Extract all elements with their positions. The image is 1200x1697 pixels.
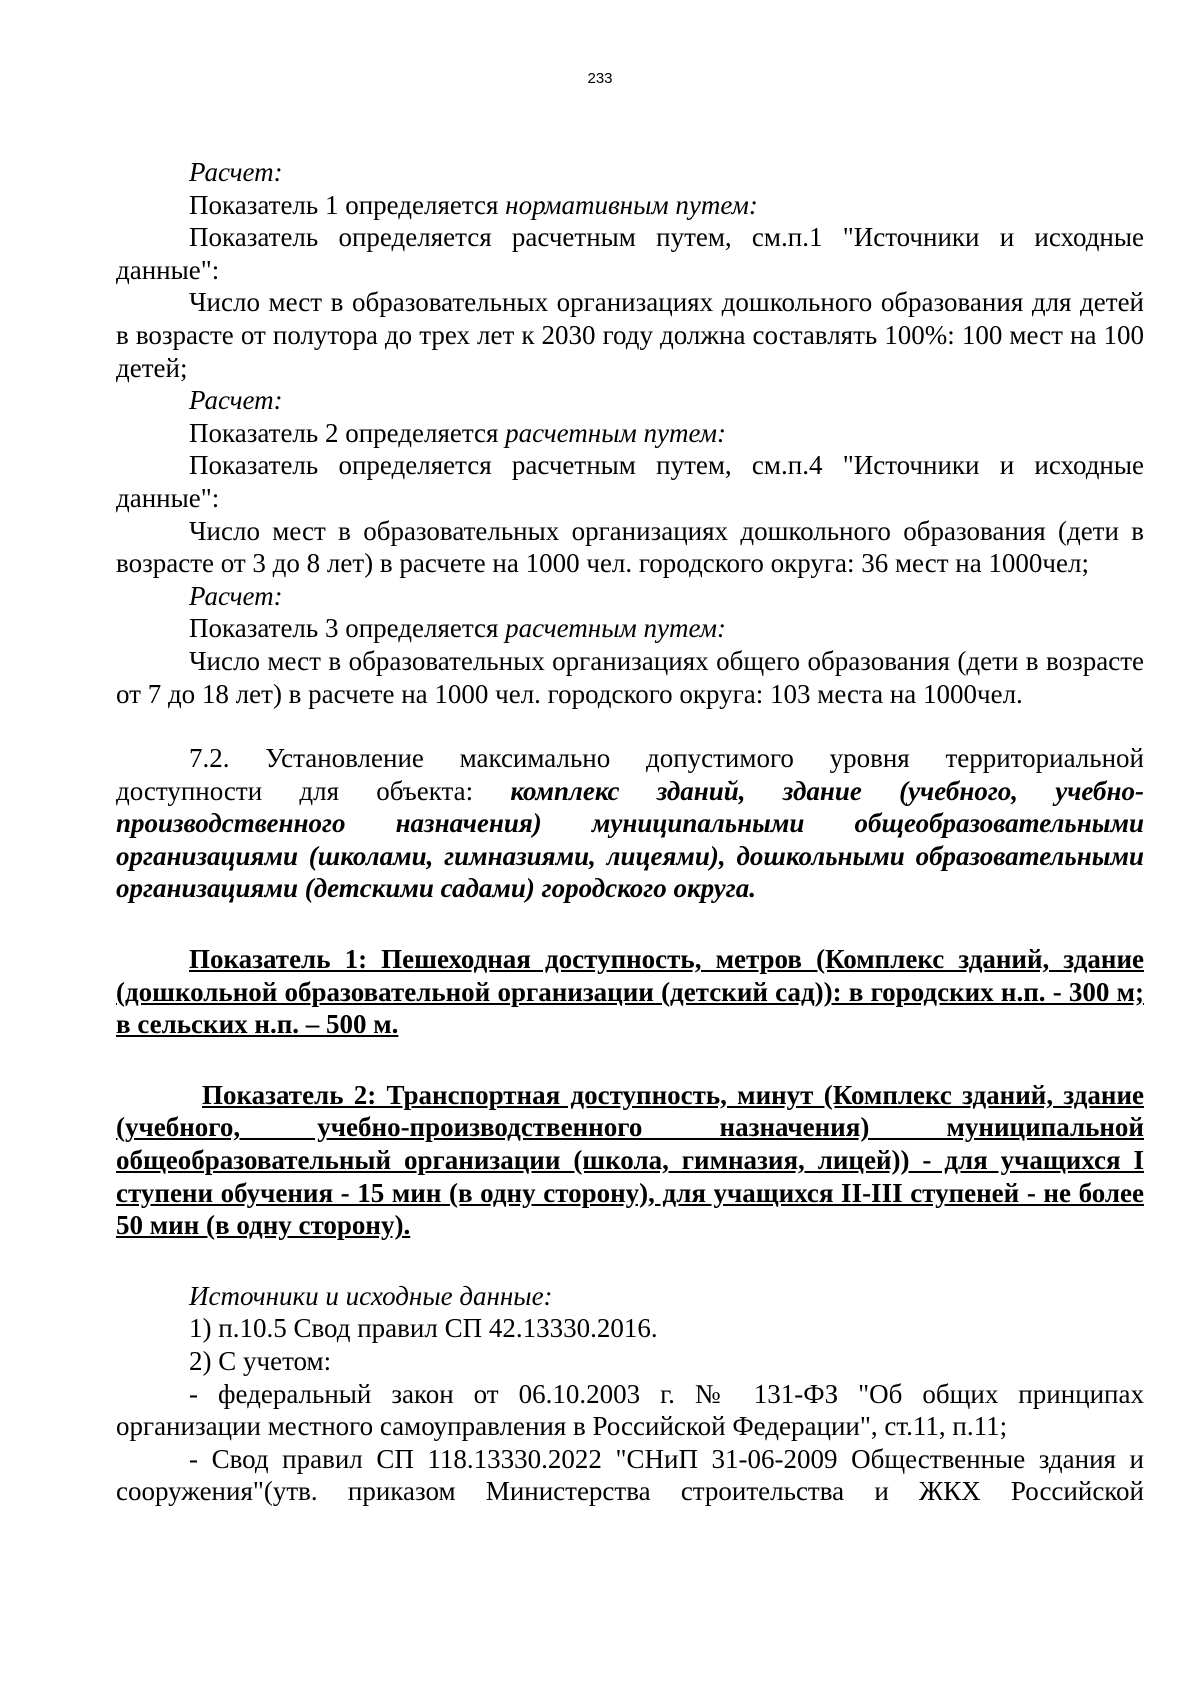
source-federal-law: - федеральный закон от 06.10.2003 г. № 131-ФЗ "Об общих принципах организации местного самоуправления в Российской Федерации", ст.11, п.11; [116, 1378, 1144, 1442]
section-7-2-object: комплекс зданий, здание (учебного, учебно-производственного назначения) муниципальными общеобразовательными организациями (школами, гимназиями, лицеями), дошкольными образовательными организациями (детскими садами) городского округа. [116, 775, 1145, 904]
calc-label-2-text: Расчет: [189, 385, 283, 416]
source-building-code: - Свод правил СП 118.13330.2022 "СНиП 31-06-2009 Общественные здания и сооружения"(утв. приказом Министерства строительства и ЖКХ Российской [116, 1443, 1144, 1507]
indicator-3-method-italic: расчетным путем: [505, 613, 726, 644]
sources-heading [116, 1280, 1144, 1313]
calc-label-3-text: Расчет: [189, 580, 283, 611]
indicator-3-method-prefix: Показатель 3 определяется [189, 613, 506, 644]
indicator-2-method [116, 417, 1144, 450]
calc-label-1-text: Расчет: [189, 157, 283, 187]
document-body [116, 156, 1144, 1508]
spacer [116, 905, 1144, 943]
calc-label-2 [116, 384, 1144, 417]
indicator-2-method-italic: расчетным путем: [505, 417, 726, 448]
spacer [116, 710, 1144, 742]
indicator-3-value: Число мест в образовательных организациях общего образования (дети в возрасте от 7 до 18 лет) в расчете на 1000 чел. городского округа: 103 места на 1000чел. [116, 645, 1144, 709]
access-indicator-1-text: Показатель 1: Пешеходная доступность, метров (Комплекс зданий, здание (дошкольной образовательной организации (детский сад)): в городских н.п. - 300 м; в сельских н.п. – 500 м. [116, 944, 1144, 1040]
spacer [116, 1242, 1144, 1280]
indicator-2-source: Показатель определяется расчетным путем, см.п.4 "Источники и исходные данные": [116, 450, 1144, 513]
indicator-1-method-italic: нормативным путем: [505, 189, 758, 220]
indicator-1-method [116, 189, 1144, 222]
indicator-3-method [116, 612, 1144, 645]
access-indicator-2 [116, 1079, 1144, 1242]
page-number: 233 [587, 70, 613, 87]
source-item-2: 2) С учетом: [189, 1346, 332, 1376]
indicator-1-method-prefix: Показатель 1 определяется [189, 189, 506, 220]
section-7-2-prefix: 7.2. Установление максимально допустимого уровня территориальной доступности для объекта: [116, 743, 1144, 806]
section-7-2 [116, 742, 1144, 905]
access-indicator-1 [116, 943, 1144, 1041]
calc-label-3 [116, 580, 1144, 613]
indicator-1-source: Показатель определяется расчетным путем, см.п.1 "Источники и исходные данные": [116, 222, 1144, 285]
indicator-2-value: Число мест в образовательных организациях дошкольного образования (дети в возрасте от 3 до 8 лет) в расчете на 1000 чел. городского округа: 36 мест на 1000чел; [116, 515, 1144, 579]
sources-heading-text: Источники и исходные данные: [189, 1280, 553, 1311]
indicator-1-value: Число мест в образовательных организациях дошкольного образования для детей в возрасте от полутора до трех лет к 2030 году должна составлять 100%: 100 мест на 100 детей; [116, 287, 1144, 383]
spacer [116, 1041, 1144, 1079]
source-item-1: 1) п.10.5 Свод правил СП 42.13330.2016. [189, 1313, 658, 1344]
indicator-2-method-prefix: Показатель 2 определяется [189, 417, 506, 448]
access-indicator-2-text: Показатель 2: Транспортная доступность, минут (Комплекс зданий, здание (учебного, учебно-производственного назначения) муниципальной общеобразовательный организации (школа, гимназия, лицей)) - для учащихся I ступени обучения - 15 мин (в одну сторону), для учащихся II-III ступеней - не более 50 мин (в одну сторону). [116, 1079, 1144, 1241]
calc-label-1 [116, 156, 1144, 189]
